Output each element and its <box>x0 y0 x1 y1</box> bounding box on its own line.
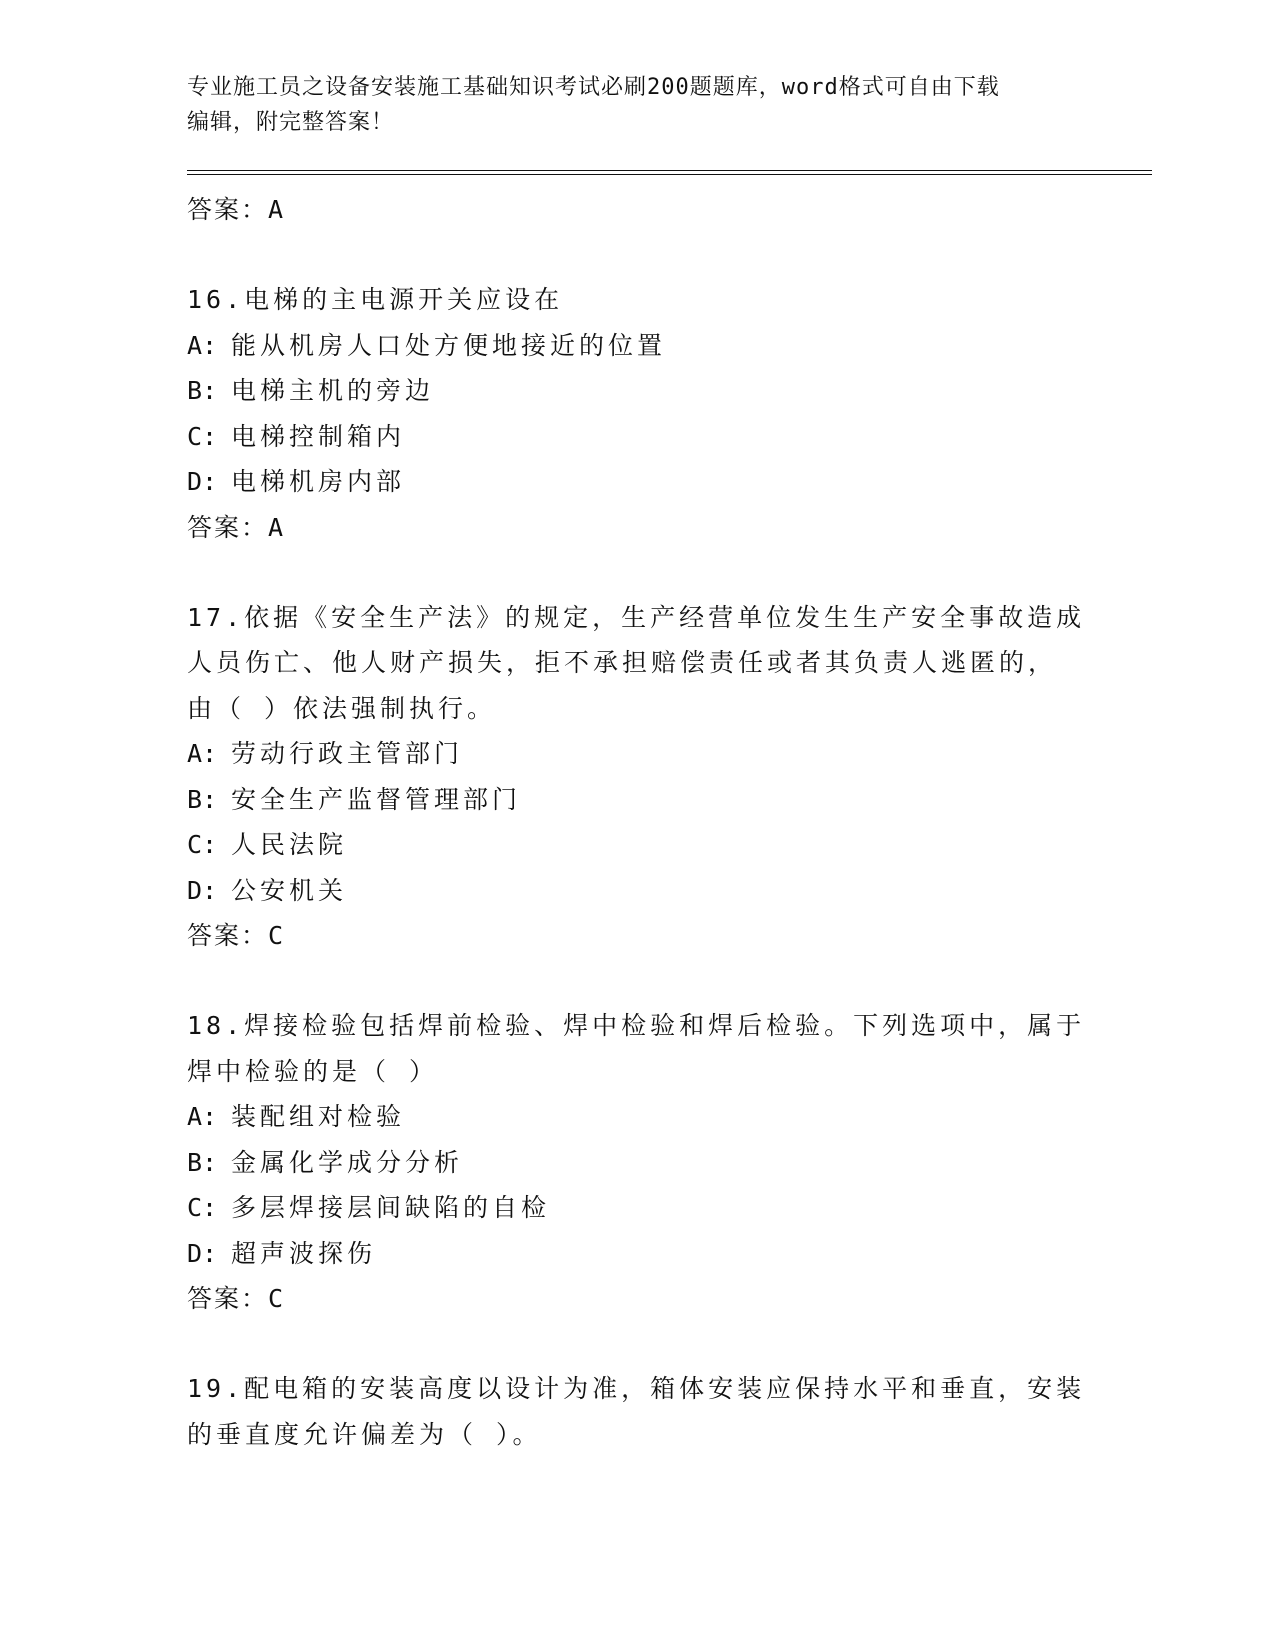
option-text: 劳动行政主管部门 <box>231 739 464 768</box>
option-line <box>187 323 1152 369</box>
question-text-line: 18.焊接检验包括焊前检验、焊中检验和焊后检验。下列选项中，属于 <box>187 1011 1086 1040</box>
answer-line <box>187 505 1152 550</box>
answer-line <box>187 913 1152 958</box>
document-page <box>187 70 1152 1457</box>
question-list <box>187 277 1152 1457</box>
option-line <box>187 1185 1152 1231</box>
option-letter: C: <box>187 421 218 451</box>
option-letter: C: <box>187 1193 218 1222</box>
answer-value: C <box>268 1284 286 1313</box>
option-text: 电梯控制箱内 <box>231 421 406 451</box>
option-letter: A: <box>187 1102 218 1131</box>
option-text: 电梯主机的旁边 <box>231 376 435 405</box>
answer-value: C <box>268 921 286 950</box>
option-text: 人民法院 <box>231 830 348 859</box>
option-text: 金属化学成分分析 <box>231 1147 464 1177</box>
header-line-2: 编辑，附完整答案！ <box>187 110 395 135</box>
question-text-line: 焊中检验的是（ ） <box>187 1056 439 1086</box>
answer-value: A <box>268 195 286 224</box>
option-letter: D: <box>187 1238 218 1268</box>
option-line <box>187 731 1152 777</box>
answer-value: A <box>268 512 286 542</box>
question-block <box>187 277 1152 550</box>
option-line <box>187 1140 1152 1186</box>
answer-label: 答案： <box>187 195 269 224</box>
header-line-1: 专业施工员之设备安装施工基础知识考试必刷200题题库，word格式可自由下载 <box>187 75 1000 100</box>
option-text: 电梯机房内部 <box>231 467 406 496</box>
header-divider <box>187 170 1152 175</box>
answer-line <box>187 1276 1152 1321</box>
option-line <box>187 414 1152 460</box>
option-text: 装配组对检验 <box>231 1102 406 1131</box>
answer-label: 答案： <box>187 512 269 542</box>
question-block <box>187 1003 1152 1321</box>
option-letter: B: <box>187 1147 218 1177</box>
option-line <box>187 822 1152 868</box>
document-header <box>187 70 1067 140</box>
question-text-line: 17.依据《安全生产法》的规定，生产经营单位发生生产安全事故造成 <box>187 602 1086 632</box>
answer-label: 答案： <box>187 921 269 950</box>
question-text-line: 由（ ）依法强制执行。 <box>187 693 497 723</box>
option-text: 多层焊接层间缺陷的自检 <box>231 1193 551 1222</box>
option-text: 公安机关 <box>231 875 348 905</box>
option-letter: A: <box>187 330 218 360</box>
option-line <box>187 1231 1152 1277</box>
question-text-line: 的垂直度允许偏差为（ ）。 <box>187 1419 542 1449</box>
question-text-line: 19.配电箱的安装高度以设计为准，箱体安装应保持水平和垂直，安装 <box>187 1374 1086 1403</box>
answer-line <box>187 187 1152 232</box>
option-text: 安全生产监督管理部门 <box>231 784 522 814</box>
option-line <box>187 459 1152 505</box>
question-text-line: 人员伤亡、他人财产损失，拒不承担赔偿责任或者其负责人逃匿的， <box>187 648 1058 677</box>
answer-label: 答案： <box>187 1284 269 1313</box>
option-text: 能从机房人口处方便地接近的位置 <box>231 330 667 360</box>
option-line <box>187 1094 1152 1140</box>
option-letter: B: <box>187 376 218 405</box>
option-letter: A: <box>187 739 218 768</box>
option-line <box>187 777 1152 823</box>
question-block <box>187 595 1152 959</box>
option-line <box>187 868 1152 914</box>
question-text-line: 16.电梯的主电源开关应设在 <box>187 285 564 314</box>
option-letter: B: <box>187 784 218 814</box>
option-text: 超声波探伤 <box>231 1238 377 1268</box>
option-letter: D: <box>187 467 218 496</box>
option-line <box>187 368 1152 414</box>
option-letter: D: <box>187 875 218 905</box>
option-letter: C: <box>187 830 218 859</box>
question-block <box>187 1366 1152 1457</box>
